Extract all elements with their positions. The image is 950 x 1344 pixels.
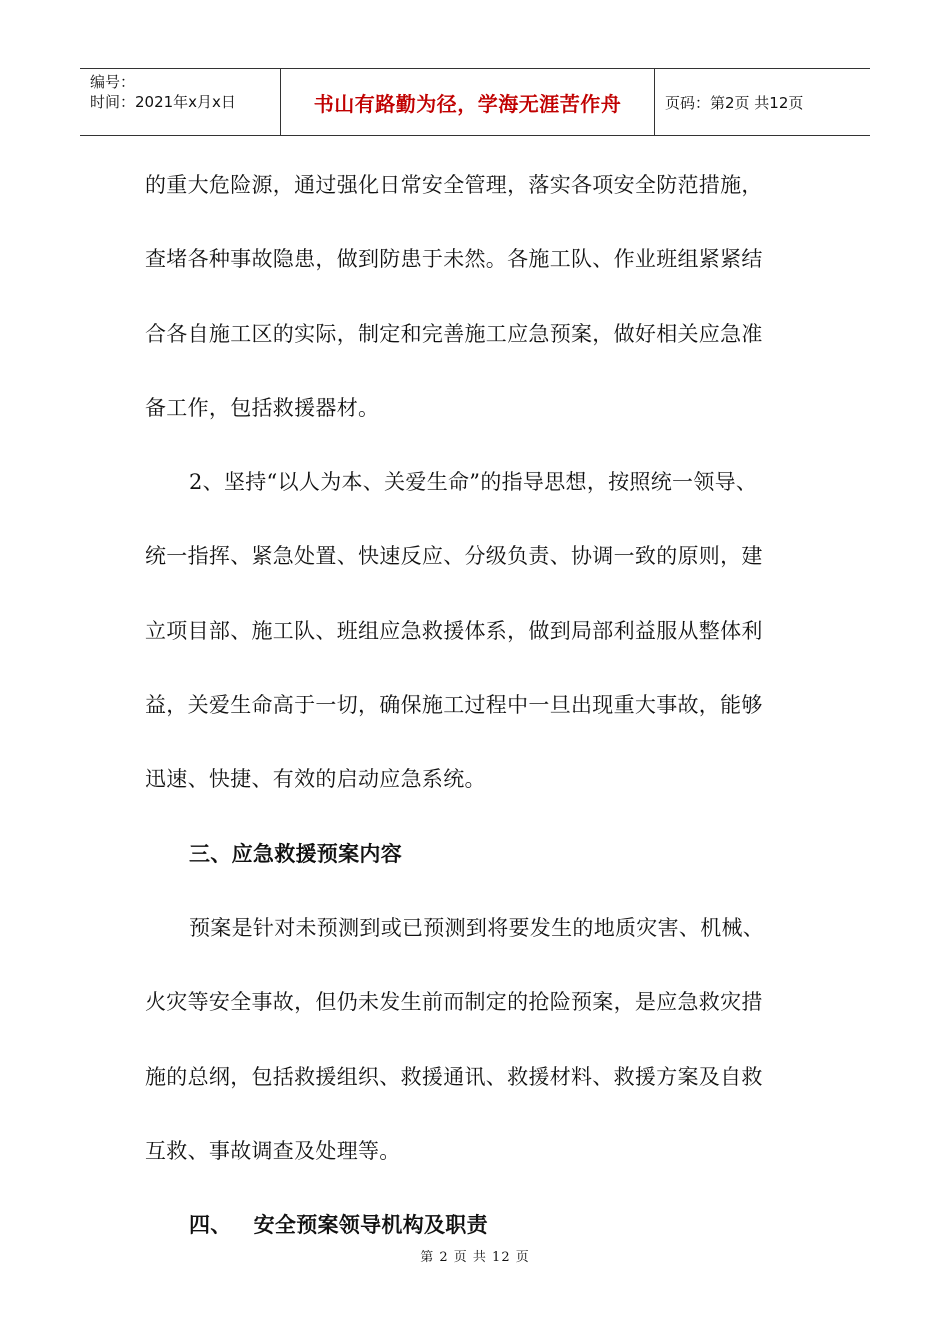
paragraph	[145, 445, 815, 816]
paragraph	[145, 148, 815, 445]
text-line: 益，关爱生命高于一切，确保施工过程中一旦出现重大事故，能够	[145, 693, 763, 718]
text-line: 迅速、快捷、有效的启动应急系统。	[145, 767, 486, 792]
header-meta-cell	[80, 69, 281, 135]
page-header	[80, 68, 870, 136]
page-footer: 第 2 页 共 12 页	[420, 1250, 530, 1265]
document-number-label: 编号：	[90, 73, 136, 91]
text-line: 备工作，包括救援器材。	[145, 395, 380, 420]
document-body	[145, 148, 815, 1262]
text-line: 统一指挥、紧急处置、快速反应、分级负责、协调一致的原则，建	[145, 544, 763, 569]
header-motto-cell	[281, 69, 655, 135]
text-line: 火灾等安全事故，但仍未发生前而制定的抢险预案，是应急救灾措	[145, 990, 763, 1015]
header-page-cell	[655, 69, 870, 135]
header-motto: 书山有路勤为径，学海无涯苦作舟	[313, 91, 622, 116]
paragraph	[145, 891, 815, 1188]
text-line: 立项目部、施工队、班组应急救援体系，做到局部利益服从整体利	[145, 618, 763, 643]
header-page-info: 页码：第2页 共12页	[665, 93, 804, 112]
text-line: 预案是针对未预测到或已预测到将要发生的地质灾害、机械、	[189, 915, 765, 940]
text-line: 合各自施工区的实际，制定和完善施工应急预案，做好相关应急准	[145, 321, 763, 346]
section-heading: 三、应急救援预案内容	[189, 841, 402, 866]
text-line: 查堵各种事故隐患，做到防患于未然。各施工队、作业班组紧紧结	[145, 247, 763, 272]
section-heading-text: 安全预案领导机构及职责	[253, 1213, 488, 1238]
text-line: 互救、事故调查及处理等。	[145, 1138, 401, 1163]
section-heading-number: 四、	[189, 1213, 232, 1238]
text-line: 施的总纲，包括救援组织、救援通讯、救援材料、救援方案及自救	[145, 1064, 763, 1089]
text-line: 2、坚持“以人为本、关爱生命”的指导思想，按照统一领导、	[189, 470, 758, 495]
document-date-label: 时间：2021年x月x日	[90, 93, 236, 111]
text-line: 的重大危险源，通过强化日常安全管理，落实各项安全防范措施，	[145, 173, 763, 197]
